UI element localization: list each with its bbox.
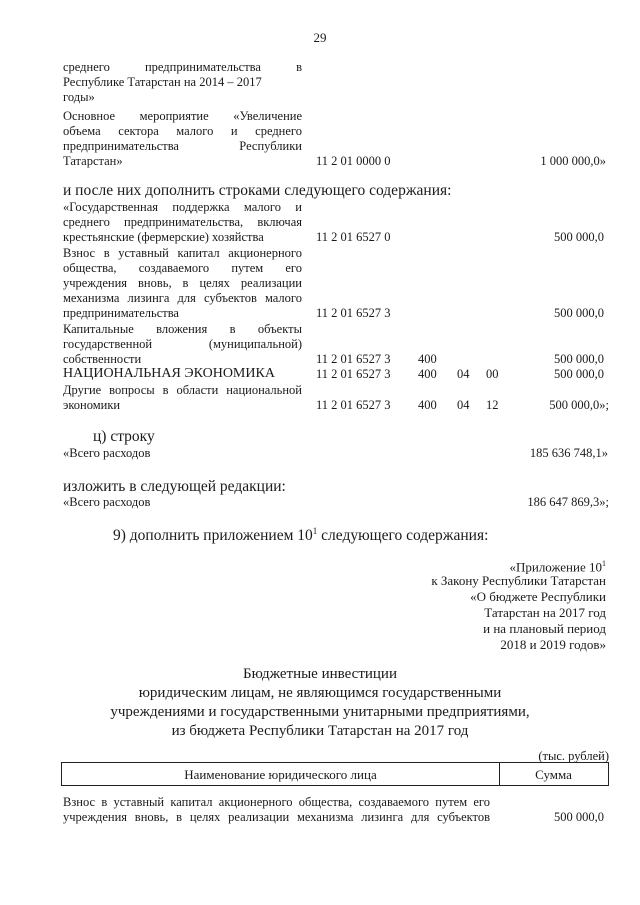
table-header (61, 762, 609, 786)
row-text-line: Взнос в уставный капитал акционерного общества, создаваемого путем его (63, 795, 490, 809)
text-line: Взнос в уставный капитал акционерного (63, 246, 302, 260)
text-line: учреждения вновь, в целях реализации (63, 276, 302, 290)
text-line: предпринимательства Республики (63, 139, 302, 153)
target-code: 11 2 01 6527 0 (316, 230, 391, 244)
column-header-name: Наименование юридического лица (184, 767, 377, 782)
section-code: 04 (457, 367, 470, 381)
target-code: 11 2 01 6527 3 (316, 306, 391, 320)
target-code: 11 2 01 0000 0 (316, 154, 391, 168)
target-code: 11 2 01 6527 3 (316, 352, 391, 366)
restate-text: изложить в следующей редакции: (63, 478, 286, 495)
section-code: 04 (457, 398, 470, 412)
amount: 500 000,0 (554, 306, 604, 320)
text-line: крестьянские (фермерские) хозяйства (63, 230, 264, 244)
appendix-line: «О бюджете Республики (470, 589, 606, 604)
expense-type: 400 (418, 367, 437, 381)
title-line: из бюджета Республики Татарстан на 2017 год (171, 723, 469, 739)
text-line: Другие вопросы в области национальной (63, 383, 302, 397)
total-new-amount: 186 647 869,3»; (527, 495, 609, 509)
text-line: среднего предпринимательства в (63, 60, 302, 74)
item9-text: 9) дополнить приложением $10^1$ следующего содержания: (113, 526, 489, 545)
text-line: механизма лизинга для субъектов малого (63, 291, 302, 305)
intro-add-text: и после них дополнить строками следующего содержания: (63, 182, 452, 199)
title-line: учреждениями и государственными унитарными предприятиями, (110, 704, 530, 720)
amount: 500 000,0 (554, 352, 604, 366)
clause-c-text: ц) строку (93, 428, 155, 445)
text-line: Республике Татарстан на 2014 – 2017 (63, 75, 262, 89)
subsection-code: 00 (486, 367, 499, 381)
total-new-label: «Всего расходов (63, 495, 151, 509)
text-line: Капитальные вложения в объекты (63, 322, 302, 336)
total-old-amount: 185 636 748,1» (529, 446, 608, 460)
appendix-line: к Закону Республики Татарстан (431, 573, 606, 588)
text-line: НАЦИОНАЛЬНАЯ ЭКОНОМИКА (63, 366, 275, 381)
title-line: Бюджетные инвестиции (243, 666, 397, 682)
appendix-line: и на плановый период (483, 621, 606, 636)
text-line: предпринимательства (63, 306, 179, 320)
subsection-code: 12 (486, 398, 499, 412)
row-amount: 500 000,0 (554, 810, 604, 824)
appendix-line: «Приложение $10^1$ (509, 559, 606, 575)
expense-type: 400 (418, 398, 437, 412)
text-line: государственной (муниципальной) (63, 337, 302, 351)
expense-type: 400 (418, 352, 437, 366)
column-header-amount: Сумма (535, 767, 572, 782)
text-line: объема сектора малого и среднего (63, 124, 302, 138)
text-line: общества, создаваемого путем его (63, 261, 302, 275)
text-line: собственности (63, 352, 142, 366)
target-code: 11 2 01 6527 3 (316, 367, 391, 381)
appendix-line: 2018 и 2019 годов» (500, 637, 606, 652)
amount: 500 000,0»; (549, 398, 609, 412)
text-line: среднего предпринимательства, включая (63, 215, 302, 229)
amount: 500 000,0 (554, 367, 604, 381)
text-line: Татарстан» (63, 154, 123, 168)
title-line: юридическим лицам, не являющимся государственными (138, 685, 502, 701)
text-line: годы» (63, 90, 95, 104)
page-number: 29 (313, 30, 327, 45)
text-line: Основное мероприятие «Увеличение (63, 109, 302, 123)
appendix-line: Татарстан на 2017 год (484, 605, 606, 620)
text-line: «Государственная поддержка малого и (63, 200, 302, 214)
total-old-label: «Всего расходов (63, 446, 151, 460)
amount: 1 000 000,0» (540, 154, 606, 168)
amount: 500 000,0 (554, 230, 604, 244)
text-line: экономики (63, 398, 121, 412)
target-code: 11 2 01 6527 3 (316, 398, 391, 412)
row-text-line: учреждения вновь, в целях реализации механизма лизинга для субъектов (63, 810, 490, 824)
units-label: (тыс. рублей) (538, 749, 609, 763)
